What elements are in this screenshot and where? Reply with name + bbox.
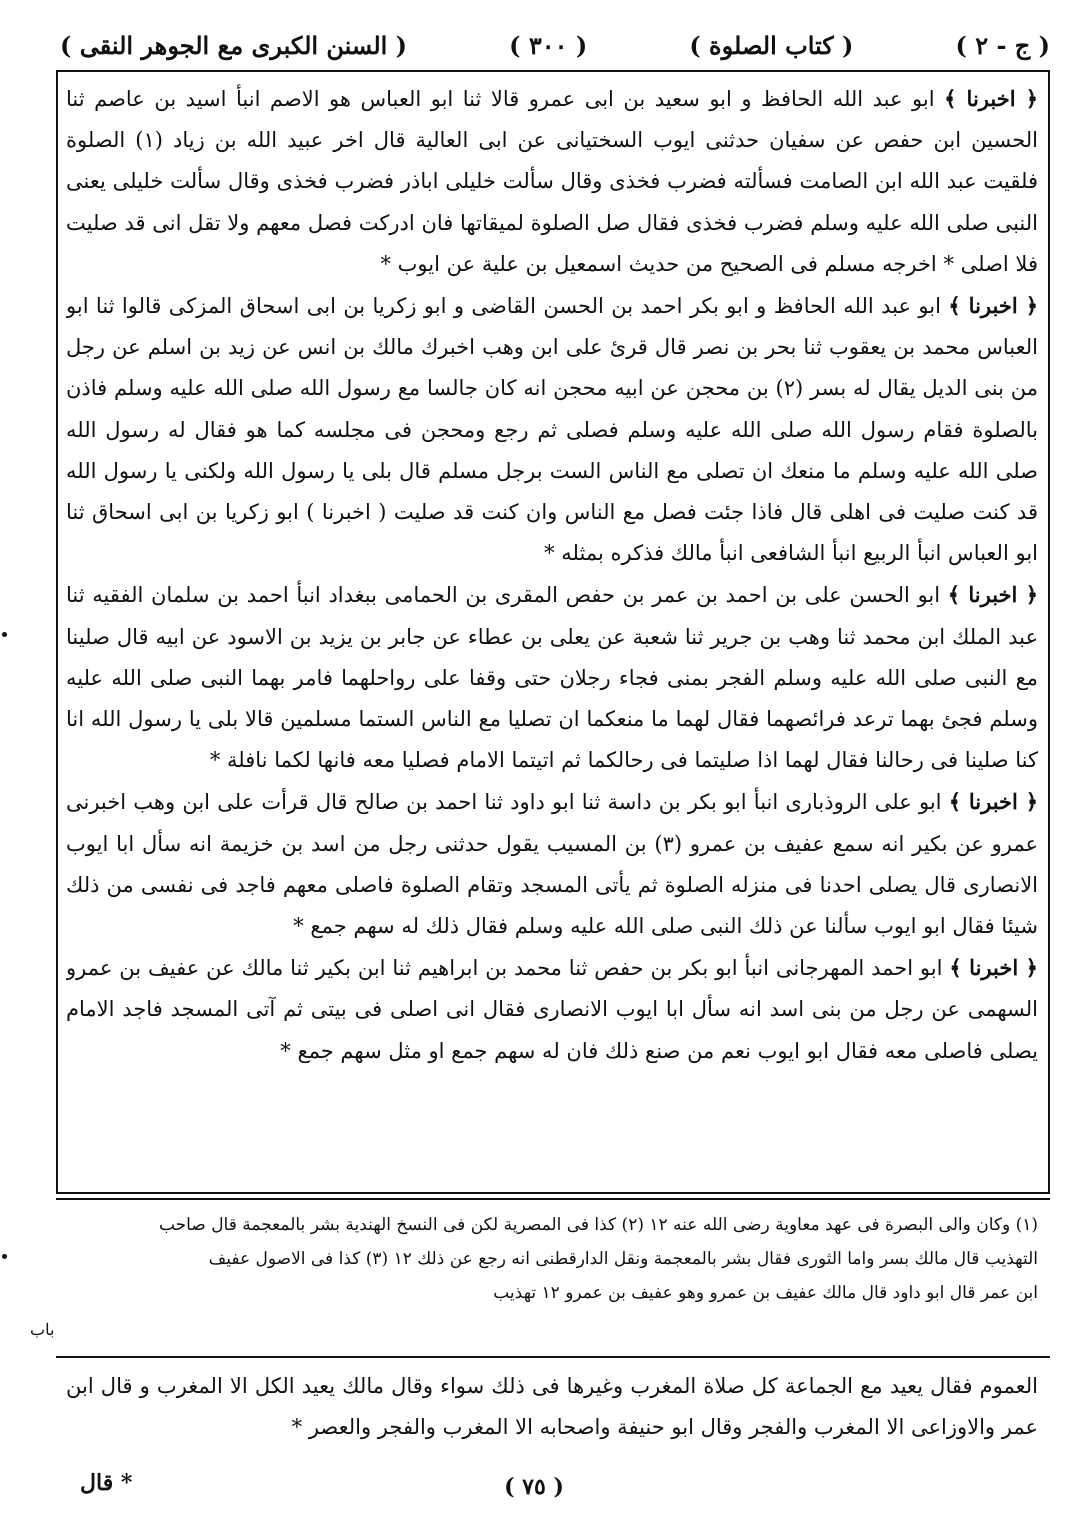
hadith-text: ابو على الروذبارى انبأ ابو بكر بن داسة ثنا ابو داود ثنا احمد بن صالح قال قرأت على ابن وهب اخبرنى عمرو عن بكير انه سمع عفيف بن عمرو (٣) بن المسيب يقول حدثنى رجل من اسد بن خزيمة انه سأل ابا ايوب الانصارى قال يصلى احدنا فى منزله الصلوة ثم يأتى المسجد وتقام الصلوة فاصلى معهم فاجد فى نفسى من ذلك شيئا فقال ابو ايوب سألنا عن ذلك النبى صلى الله عليه وسلم فقال ذلك له سهم جمع * <box>66 790 1038 939</box>
hadith-paragraph <box>66 947 1038 1072</box>
hadith-text: ابو عبد الله الحافظ و ابو سعيد بن ابى عمرو قالا ثنا ابو العباس هو الاصم انبأ اسيد بن عاصم ثنا الحسين ابن حفص عن سفيان حدثنى ايوب السختيانى عن ابى العالية قال اخر عبيد الله بن زياد (١) الصلوة فلقيت عبد الله ابن الصامت فسألته فضرب فخذى وقال سألت خليلى اباذر فضرب فخذى وقال سألت خليلى يعنى النبى صلى الله عليه وسلم فضرب فخذى فقال صل الصلوة لميقاتها فان ادركت فصل معهم ولا تقل انى قد صليت فلا اصلى * اخرجه مسلم فى الصحيح من حديث اسمعيل بن علية عن ايوب * <box>66 87 1038 276</box>
footer-catchword: * قال <box>80 1470 133 1496</box>
margin-dot <box>2 632 7 637</box>
header-chapter-title: ( كتاب الصلوة ) <box>689 31 854 60</box>
footer-page-number: ( ٧٥ ) <box>504 1474 564 1500</box>
commentary-divider <box>56 1356 1050 1358</box>
footnote-line: (١) وكان والى البصرة فى عهد معاوية رضى الله عنه ١٢ (٢) كذا فى المصرية لكن فى النسخ الهندية بشر بالمعجمة قال صاحب <box>158 1215 1038 1235</box>
header-book-series: ( السنن الكبرى مع الجوهر النقى ) <box>60 31 408 60</box>
main-text-block <box>66 78 1038 1190</box>
hadith-paragraph <box>66 574 1038 781</box>
footnote-line: التهذيب قال مالك بسر واما الثورى فقال بشر بالمعجمة ونقل الدارقطنى انه رجع عن ذلك ١٢ (٣) كذا فى الاصول عفيف <box>208 1249 1038 1269</box>
footnotes-block <box>70 1208 1038 1348</box>
hadith-paragraph <box>66 781 1038 947</box>
commentary-continuation <box>66 1366 1038 1466</box>
akhbarana-marker: ﴿ اخبرنا ﴾ <box>944 86 1038 111</box>
commentary-text: العموم فقال يعيد مع الجماعة كل صلاة المغرب وغيرها فى ذلك سواء وقال مالك يعيد الكل الا المغرب و قال ابن عمر والاوزاعى الا المغرب والفجر وقال ابو حنيفة واصحابه الا المغرب والفجر والعصر * <box>66 1374 1038 1440</box>
hadith-paragraph <box>66 285 1038 574</box>
akhbarana-marker: ﴿ اخبرنا ﴾ <box>949 955 1038 981</box>
akhbarana-marker: ﴿ اخبرنا ﴾ <box>948 789 1038 815</box>
hadith-text: ابو احمد المهرجانى انبأ ابو بكر بن حفص ثنا محمد بن ابراهيم ثنا ابن بكير ثنا مالك عن عفيف بن عمرو السهمى عن رجل من بنى اسد انه سأل ابا ايوب الانصارى فقال انى اصلى فى بيتى ثم آتى المسجد فاجد الامام يصلى فاصلى معه فقال ابو ايوب نعم من صنع ذلك فان له سهم جمع او مثل سهم جمع * <box>66 956 1038 1063</box>
hadith-text: ابو عبد الله الحافظ و ابو بكر احمد بن الحسن القاضى و ابو زكريا بن ابى اسحاق المزكى قالوا ثنا ابو العباس محمد بن يعقوب ثنا بحر بن نصر قال قرئ على ابن وهب اخبرك مالك بن انس عن زيد بن اسلم عن رجل من بنى الديل يقال له بسر (٢) بن محجن عن ابيه محجن انه كان جالسا مع رسول الله صلى الله عليه وسلم فاذن بالصلوة فقام رسول الله صلى الله عليه وسلم فصلى ثم رجع ومحجن فى مجلسه كما هو فقال له رسول الله صلى الله عليه وسلم ما منعك ان تصلى مع الناس الست برجل مسلم قال بلى يا رسول الله ولكنى يا رسول الله قد كنت صليت فى اهلى قال فاذا جئت فصل مع الناس وان كنت قد صليت ( اخبرنا ) ابو زكريا بن ابى اسحاق ثنا ابو العباس انبأ الربيع انبأ الشافعى انبأ مالك فذكره بمثله * <box>66 294 1038 566</box>
header-volume: ( ج - ٢ ) <box>955 31 1050 60</box>
hadith-paragraph <box>66 78 1038 285</box>
hadith-text: ابو الحسن على بن احمد بن عمر بن حفص المقرى بن الحمامى ببغداد انبأ احمد بن سلمان الفقيه ثنا عبد الملك ابن محمد ثنا وهب بن جرير ثنا شعبة عن يعلى بن عطاء عن جابر بن يزيد بن الاسود عن ابيه قال صلينا مع النبى صلى الله عليه وسلم الفجر بمنى فجاء رجلان حتى وقفا على رواحلهما فامر بهما النبى صلى الله عليه وسلم فجئ بهما ترعد فرائصهما فقال لهما ما منعكما ان تصليا مع الناس الستما مسلمين قالا بلى يا رسول الله انا كنا صلينا فى رحالنا فقال لهما اذا صليتما فى رحالكما ثم اتيتما الامام فصليا معه فانها لكما نافلة * <box>66 583 1038 773</box>
footnote-line: ابن عمر قال ابو داود قال مالك عفيف بن عمرو وهو عفيف بن عمرو ١٢ تهذيب <box>493 1283 1038 1303</box>
bab-catch-mark: باب <box>30 1320 55 1339</box>
header-page-number: ( ٣٠٠ ) <box>509 31 588 60</box>
akhbarana-marker: ﴿ اخبرنا ﴾ <box>947 582 1038 608</box>
akhbarana-marker: ﴿ اخبرنا ﴾ <box>948 293 1038 319</box>
footnote-divider <box>56 1198 1050 1200</box>
running-header <box>60 22 1050 70</box>
margin-dot <box>2 1254 7 1259</box>
